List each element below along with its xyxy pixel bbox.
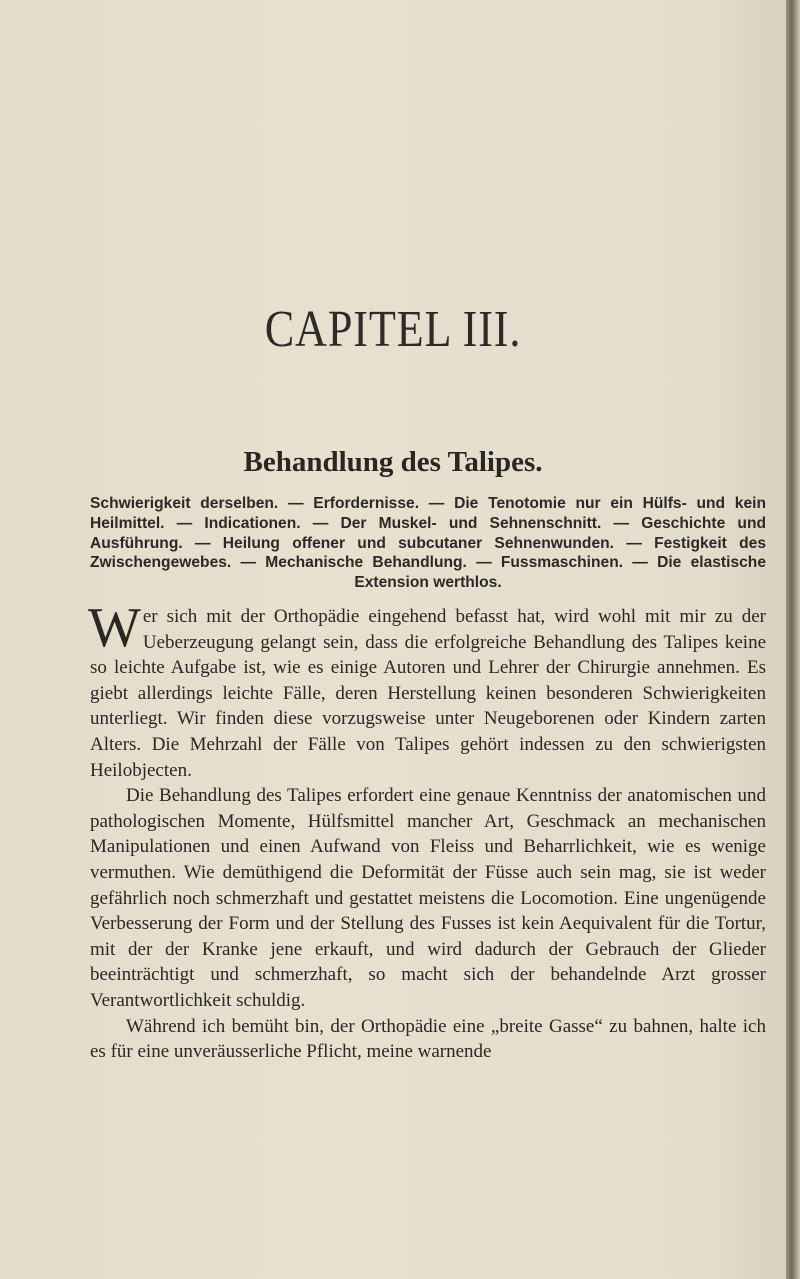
page-edge-shadow: [786, 0, 800, 1279]
chapter-heading: CAPITEL III.: [264, 301, 522, 358]
paragraph-2: Die Behandlung des Talipes erfordert eine genaue Kenntniss der anatomischen und pathologischen Momente, Hülfsmittel mancher Art, Geschmack an mechanischen Manipulationen und einen Aufwand von Fleiss und Beharrlichkeit, wie es wenige vermuthen. Wie demüthigend die Deformität der Füsse auch sein mag, sie ist weder gefährlich noch schmerzhaft und gestattet meistens die Locomotion. Eine ungenügende Verbesserung der Form und der Stellung des Fusses ist kein Aequivalent für die Tortur, mit der der Kranke jene erkauft, und wird dadurch der Gebrauch der Glieder beeinträchtigt und schmerzhaft, so macht sich der behandelnde Arzt grosser Verantwortlichkeit schuldig.: [90, 785, 766, 1011]
drop-cap: W: [88, 597, 141, 659]
chapter-title: Behandlung des Talipes.: [243, 446, 543, 478]
paragraph-1: [88, 597, 766, 783]
paragraph-1-text: er sich mit der Orthopädie eingehend befasst hat, wird wohl mit mir zu der Ueberzeugung gelangt sein, dass die erfolgreiche Behandlung des Talipes keine so leichte Aufgabe ist, wie es einige Autoren und Lehrer der Chirurgie annehmen. Es giebt allerdings leichte Fälle, deren Herstellung keinen besonderen Schwierigkeiten unterliegt. Wir finden diese vorzugsweise unter Neugeborenen oder Kindern zarten Alters. Die Mehrzahl der Fälle von Talipes gehört indessen zu den schwierigsten Heilobjecten.: [90, 606, 766, 781]
body-text: [88, 597, 766, 1065]
paragraph-3: Während ich bemüht bin, der Orthopädie eine „breite Gasse“ zu bahnen, halte ich es für eine unveräusserliche Pflicht, meine warnende: [90, 1015, 766, 1063]
chapter-summary: Schwierigkeit derselben. — Erfordernisse. — Die Tenotomie nur ein Hülfs- und kein Heilmittel. — Indicationen. — Der Muskel- und Sehnenschnitt. — Geschichte und Ausführung. — Heilung offener und subcutaner Sehnenwunden. — Festigkeit des Zwischengewebes. — Mechanische Behandlung. — Fussmaschinen. — Die elastische Extension werthlos.: [90, 495, 766, 592]
